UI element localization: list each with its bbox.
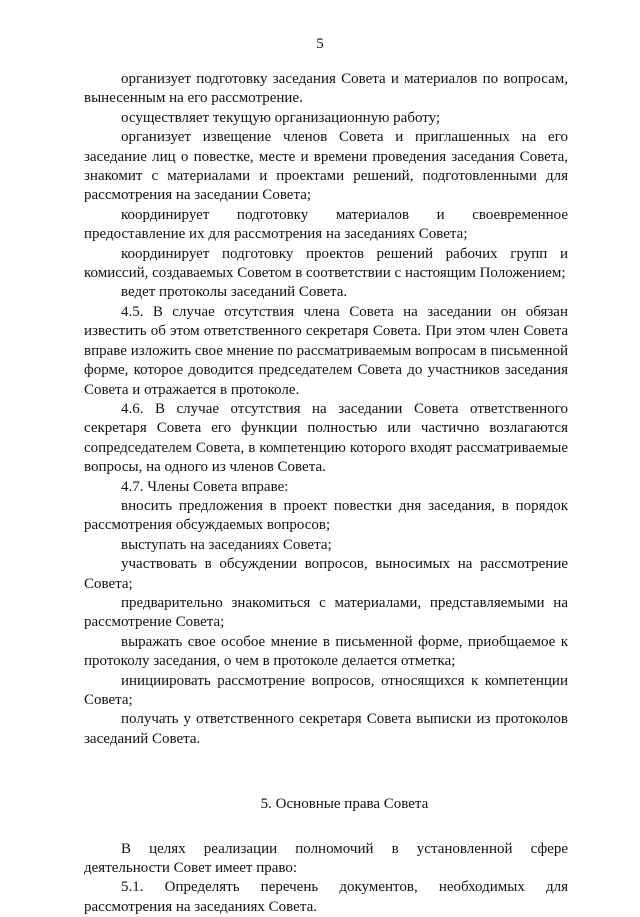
paragraph: предварительно знакомиться с материалами, представляемыми на рассмотрение Совета; — [84, 594, 568, 631]
document-body — [84, 70, 568, 917]
paragraph-4-7: 4.7. Члены Совета вправе: — [121, 478, 289, 495]
paragraph: организует извещение членов Совета и приглашенных на его заседание лиц о повестке, месте и времени проведения заседания Совета, знакомит с материалами и проектами решений, подготовленными для рассмотрения на заседании Совета; — [84, 129, 568, 204]
paragraph: участвовать в обсуждении вопросов, выносимых на рассмотрение Совета; — [84, 556, 568, 592]
paragraph-4-6: 4.6. В случае отсутствия на заседании Совета ответственного секретаря Совета его функции полностью или частично возлагаются сопредседателем Совета, в компетенцию которого входят рассматриваемые вопросы, на одного из членов Совета. — [84, 400, 568, 476]
paragraph-4-5: 4.5. В случае отсутствия члена Совета на заседании он обязан известить об этом ответственного секретаря Совета. При этом член Совета вправе изложить свое мнение по рассматриваемым вопросам в письменной форме, которое доводится председателем Совета до участников заседания Совета и отражается в протоколе. — [84, 303, 568, 398]
section-heading: 5. Основные права Совета — [260, 796, 429, 813]
paragraph: координирует подготовку проектов решений рабочих групп и комиссий, создаваемых Советом в соответствии с настоящим Положением; — [84, 245, 568, 282]
paragraph: ведет протоколы заседаний Совета. — [121, 284, 348, 301]
paragraph: организует подготовку заседания Совета и материалов по вопросам, вынесенным на его рассмотрение. — [84, 71, 568, 107]
paragraph: выступать на заседаниях Совета; — [121, 536, 332, 553]
paragraph: получать у ответственного секретаря Совета выписки из протоколов заседаний Совета. — [84, 711, 568, 747]
paragraph: координирует подготовку материалов и своевременное предоставление их для рассмотрения на заседаниях Совета; — [84, 206, 568, 243]
paragraph-5-1: 5.1. Определять перечень документов, необходимых для рассмотрения на заседаниях Совета. — [84, 879, 568, 915]
paragraph: осуществляет текущую организационную работу; — [121, 109, 441, 126]
page-number: 5 — [316, 36, 324, 52]
paragraph: В целях реализации полномочий в установленной сфере деятельности Совет имеет право: — [84, 840, 568, 877]
paragraph: вносить предложения в проект повестки дня заседания, в порядок рассмотрения обсуждаемых вопросов; — [84, 497, 568, 534]
paragraph: выражать свое особое мнение в письменной форме, приобщаемое к протоколу заседания, о чем в протоколе делается отметка; — [84, 633, 568, 670]
paragraph: инициировать рассмотрение вопросов, относящихся к компетенции Совета; — [84, 672, 568, 708]
spacer — [84, 815, 568, 840]
spacer — [84, 749, 568, 795]
